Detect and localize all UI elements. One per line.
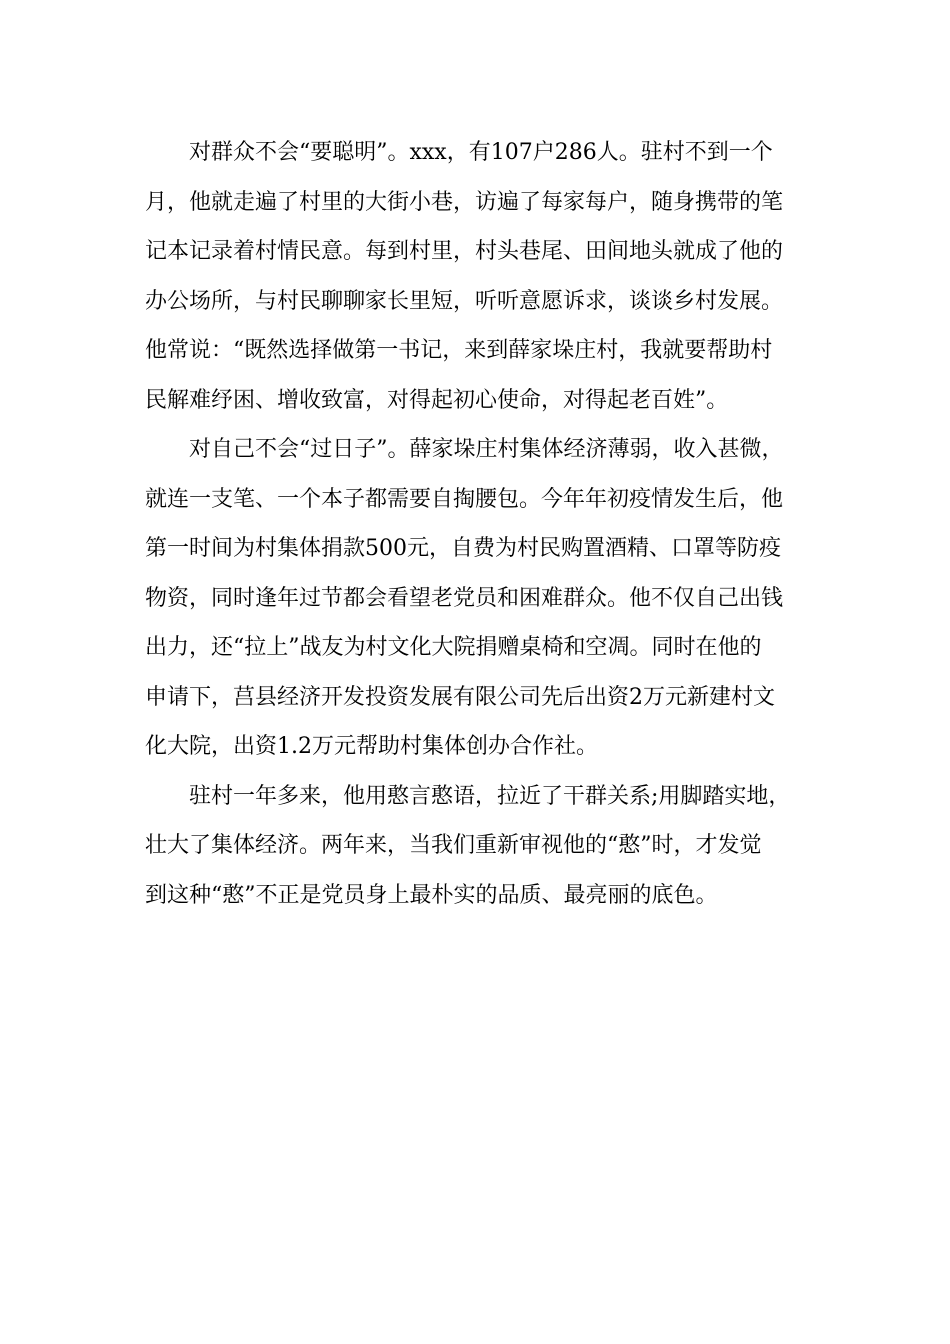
text-line: 出力，还“拉上”战友为村文化大院捐赠桌椅和空凋。同时在他的 [145, 635, 762, 660]
text-line: 第一时间为村集体捐款500元，自费为村民购置酒精、口罩等防疫 [145, 536, 781, 561]
paragraph-1 [145, 128, 805, 425]
text-line: 对群众不会“要聪明”。xxx，有107户286人。驻村不到一个 [189, 140, 773, 165]
text-line: 到这种“憨”不正是党员身上最朴实的品质、最亮丽的底色。 [145, 882, 718, 908]
text-line: 驻村一年多来，他用憨言憨语，拉近了干群关系;用脚踏实地， [189, 783, 791, 809]
paragraph-3 [145, 772, 805, 921]
text-line: 壮大了集体经济。两年来，当我们重新审视他的“憨”时，才发觉 [145, 833, 762, 858]
text-line: 物资，同时逢年过节都会看望老党员和困难群众。他不仅自己出钱 [145, 585, 784, 611]
text-line: 申请下，莒县经济开发投资发展有限公司先后出资2万元新建村文 [145, 684, 775, 710]
text-line: 就连一支笔、一个本子都需要自掏腰包。今年年初疫情发生后，他 [145, 486, 784, 512]
text-line: 他常说：“既然选择做第一书记，来到薛家垛庄村，我就要帮助村 [145, 338, 773, 363]
document-body [145, 128, 805, 920]
paragraph-2 [145, 425, 805, 772]
text-line: 化大院，出资1.2万元帮助村集体创办合作社。 [145, 734, 598, 759]
text-line: 办公场所，与村民聊聊家长里短，听听意愿诉求，谈谈乡村发展。 [145, 288, 784, 314]
text-line: 对自己不会“过日子”。薛家垛庄村集体经济薄弱，收入甚微， [189, 437, 784, 462]
text-line: 记本记录着村情民意。每到村里，村头巷尾、田间地头就成了他的 [145, 239, 784, 264]
text-line: 月，他就走遍了村里的大街小巷，访遍了每家每户，随身携带的笔 [145, 189, 784, 215]
text-line: 民解难纾困、增收致富，对得起初心使命，对得起老百姓”。 [145, 387, 729, 413]
